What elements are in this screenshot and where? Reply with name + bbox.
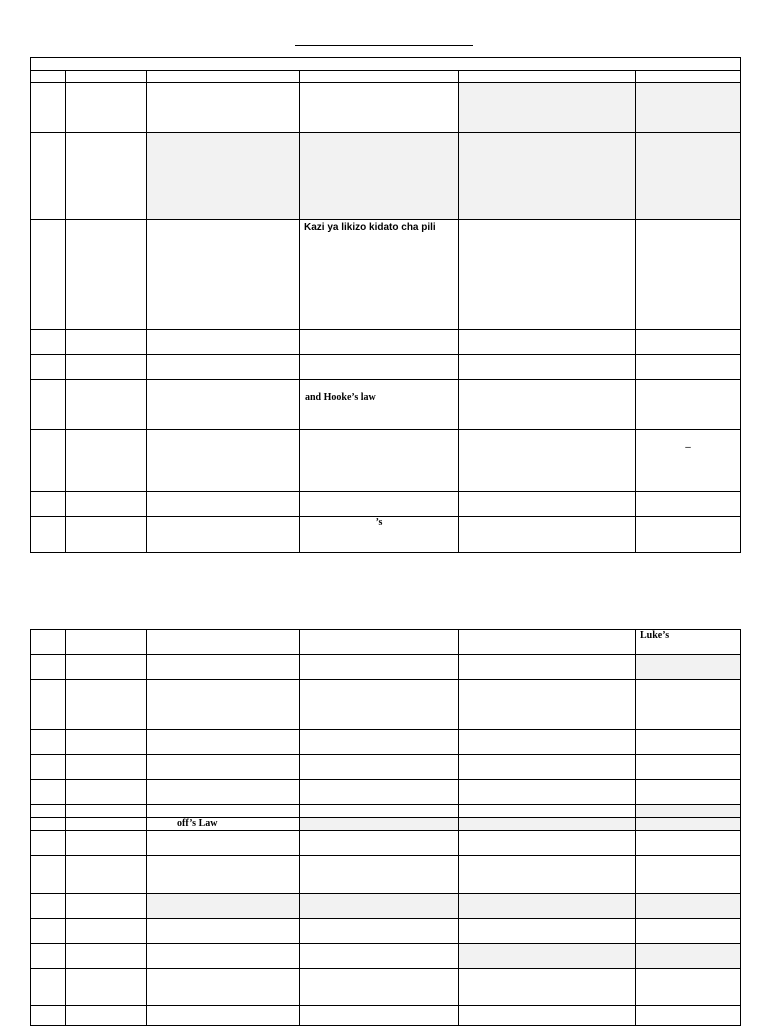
table-cell xyxy=(636,831,741,856)
table-cell xyxy=(147,355,300,380)
table-cell xyxy=(300,655,459,680)
lukes-cell: Luke’s xyxy=(636,630,741,655)
table-cell xyxy=(636,805,741,818)
table-cell xyxy=(31,355,66,380)
table-cell xyxy=(31,220,66,330)
table-cell xyxy=(300,1006,459,1026)
table-cell xyxy=(636,517,741,553)
table-cell xyxy=(459,1006,636,1026)
table-row xyxy=(31,355,741,380)
table-cell xyxy=(636,1006,741,1026)
table-cell xyxy=(66,730,147,755)
table-cell xyxy=(300,680,459,730)
table-cell xyxy=(459,220,636,330)
table-cell xyxy=(66,969,147,1006)
table-cell xyxy=(459,969,636,1006)
table-row xyxy=(31,805,741,818)
table-title-cell xyxy=(31,58,741,71)
table-cell xyxy=(300,780,459,805)
table-cell xyxy=(31,780,66,805)
table-row xyxy=(31,919,741,944)
hookes-law-cell: and Hooke’s law xyxy=(300,380,459,430)
table-cell xyxy=(300,894,459,919)
table-row xyxy=(31,856,741,894)
table-cell xyxy=(31,755,66,780)
table-cell xyxy=(300,83,459,133)
table-cell xyxy=(147,969,300,1006)
table-row xyxy=(31,330,741,355)
table-column-header-row xyxy=(31,71,741,83)
table-cell xyxy=(459,831,636,856)
table-cell xyxy=(300,856,459,894)
table-row xyxy=(31,894,741,919)
table-row xyxy=(31,680,741,730)
table-cell xyxy=(459,680,636,730)
table-cell xyxy=(66,492,147,517)
table-cell xyxy=(459,133,636,220)
scheme-table-2 xyxy=(30,629,741,1026)
table-cell xyxy=(147,919,300,944)
table-cell xyxy=(31,330,66,355)
table-cell xyxy=(31,517,66,553)
table-cell xyxy=(147,430,300,492)
table-cell xyxy=(147,894,300,919)
table-cell xyxy=(459,755,636,780)
table-row xyxy=(31,430,741,492)
table-cell xyxy=(66,894,147,919)
table-cell xyxy=(636,780,741,805)
table-cell xyxy=(66,856,147,894)
table-cell xyxy=(459,630,636,655)
table-cell xyxy=(147,655,300,680)
table-cell xyxy=(459,430,636,492)
table-cell xyxy=(66,355,147,380)
table-cell xyxy=(31,655,66,680)
table-cell xyxy=(66,818,147,831)
table-cell xyxy=(147,83,300,133)
table-cell xyxy=(459,355,636,380)
table-cell xyxy=(636,944,741,969)
dash-cell: – xyxy=(636,430,741,492)
table-cell xyxy=(66,805,147,818)
table-cell xyxy=(31,380,66,430)
offs-law-cell: off’s Law xyxy=(147,818,300,831)
table-row xyxy=(31,831,741,856)
table-header-row xyxy=(31,58,741,71)
table-cell xyxy=(300,831,459,856)
table-cell xyxy=(300,818,459,831)
table-cell xyxy=(459,492,636,517)
table-cell xyxy=(66,630,147,655)
table-cell xyxy=(300,71,459,83)
table-row xyxy=(31,133,741,220)
table-cell xyxy=(147,780,300,805)
table-row xyxy=(31,220,741,330)
table-cell xyxy=(300,330,459,355)
table-cell xyxy=(31,71,66,83)
table-row xyxy=(31,944,741,969)
table-cell xyxy=(636,380,741,430)
table-cell xyxy=(636,492,741,517)
table-cell xyxy=(636,655,741,680)
table-cell xyxy=(147,755,300,780)
table-cell xyxy=(459,730,636,755)
table-cell xyxy=(66,220,147,330)
table-cell xyxy=(300,133,459,220)
table-cell xyxy=(459,919,636,944)
table-cell xyxy=(459,894,636,919)
table-cell xyxy=(459,71,636,83)
table-cell xyxy=(459,944,636,969)
table-cell xyxy=(31,492,66,517)
table-row xyxy=(31,517,741,553)
table-cell xyxy=(459,780,636,805)
table-cell xyxy=(636,856,741,894)
table-cell xyxy=(66,517,147,553)
table-cell xyxy=(66,430,147,492)
table-row xyxy=(31,780,741,805)
table-cell xyxy=(31,818,66,831)
apostrophe-s-cell: ’s xyxy=(300,517,459,553)
table-cell xyxy=(459,805,636,818)
table-cell xyxy=(147,133,300,220)
table-cell xyxy=(31,969,66,1006)
table-cell xyxy=(31,831,66,856)
table-cell xyxy=(66,330,147,355)
table-cell xyxy=(66,944,147,969)
table-cell xyxy=(31,894,66,919)
table-cell xyxy=(66,755,147,780)
table-cell xyxy=(147,492,300,517)
table-cell xyxy=(636,680,741,730)
table-cell xyxy=(147,71,300,83)
table-cell xyxy=(459,83,636,133)
table-cell xyxy=(636,83,741,133)
table-cell xyxy=(66,133,147,220)
table-row xyxy=(31,655,741,680)
table-cell xyxy=(147,220,300,330)
table-cell xyxy=(31,856,66,894)
table-cell xyxy=(31,805,66,818)
table-row xyxy=(31,380,741,430)
table-cell xyxy=(66,1006,147,1026)
table-cell xyxy=(66,655,147,680)
table-cell xyxy=(636,894,741,919)
table-cell xyxy=(459,818,636,831)
table-cell xyxy=(66,83,147,133)
table-cell xyxy=(636,730,741,755)
table-cell xyxy=(636,133,741,220)
table-cell xyxy=(636,969,741,1006)
table-row xyxy=(31,630,741,655)
table-row xyxy=(31,730,741,755)
table-cell xyxy=(147,856,300,894)
table-cell xyxy=(459,856,636,894)
table-cell xyxy=(31,1006,66,1026)
table-cell xyxy=(147,380,300,430)
table-cell xyxy=(300,492,459,517)
table-cell xyxy=(147,1006,300,1026)
table-cell xyxy=(66,919,147,944)
table-cell xyxy=(147,517,300,553)
table-cell xyxy=(300,430,459,492)
table-cell xyxy=(31,83,66,133)
table-cell xyxy=(66,780,147,805)
table-cell xyxy=(459,517,636,553)
table-cell xyxy=(300,630,459,655)
table-cell xyxy=(31,944,66,969)
table-cell xyxy=(300,755,459,780)
table-cell xyxy=(31,730,66,755)
table-cell xyxy=(147,831,300,856)
table-cell xyxy=(31,919,66,944)
table-row xyxy=(31,969,741,1006)
table-cell xyxy=(300,919,459,944)
table-cell xyxy=(66,680,147,730)
table-cell xyxy=(147,630,300,655)
table-cell xyxy=(300,805,459,818)
table-cell xyxy=(147,730,300,755)
table-cell xyxy=(147,680,300,730)
kazi-ya-likizo-cell: Kazi ya likizo kidato cha pili xyxy=(300,220,459,330)
table-cell xyxy=(147,330,300,355)
table-row xyxy=(31,83,741,133)
table-cell xyxy=(31,430,66,492)
table-cell xyxy=(636,220,741,330)
table-cell xyxy=(66,71,147,83)
table-cell xyxy=(31,630,66,655)
table-cell xyxy=(459,330,636,355)
table-cell xyxy=(300,730,459,755)
table-cell xyxy=(147,805,300,818)
scheme-table-1 xyxy=(30,57,741,553)
table-row xyxy=(31,492,741,517)
table-cell xyxy=(459,655,636,680)
table-row xyxy=(31,818,741,831)
table-cell xyxy=(636,330,741,355)
table-cell xyxy=(300,355,459,380)
table-cell xyxy=(66,831,147,856)
table-cell xyxy=(300,944,459,969)
table-row xyxy=(31,1006,741,1026)
table-cell xyxy=(66,380,147,430)
table-cell xyxy=(31,133,66,220)
title-underline xyxy=(295,45,473,46)
table-cell xyxy=(636,919,741,944)
table-cell xyxy=(459,380,636,430)
table-cell xyxy=(31,680,66,730)
table-cell xyxy=(636,818,741,831)
table-row xyxy=(31,755,741,780)
table-cell xyxy=(636,755,741,780)
table-cell xyxy=(300,969,459,1006)
table-cell xyxy=(636,71,741,83)
table-cell xyxy=(147,944,300,969)
table-cell xyxy=(636,355,741,380)
